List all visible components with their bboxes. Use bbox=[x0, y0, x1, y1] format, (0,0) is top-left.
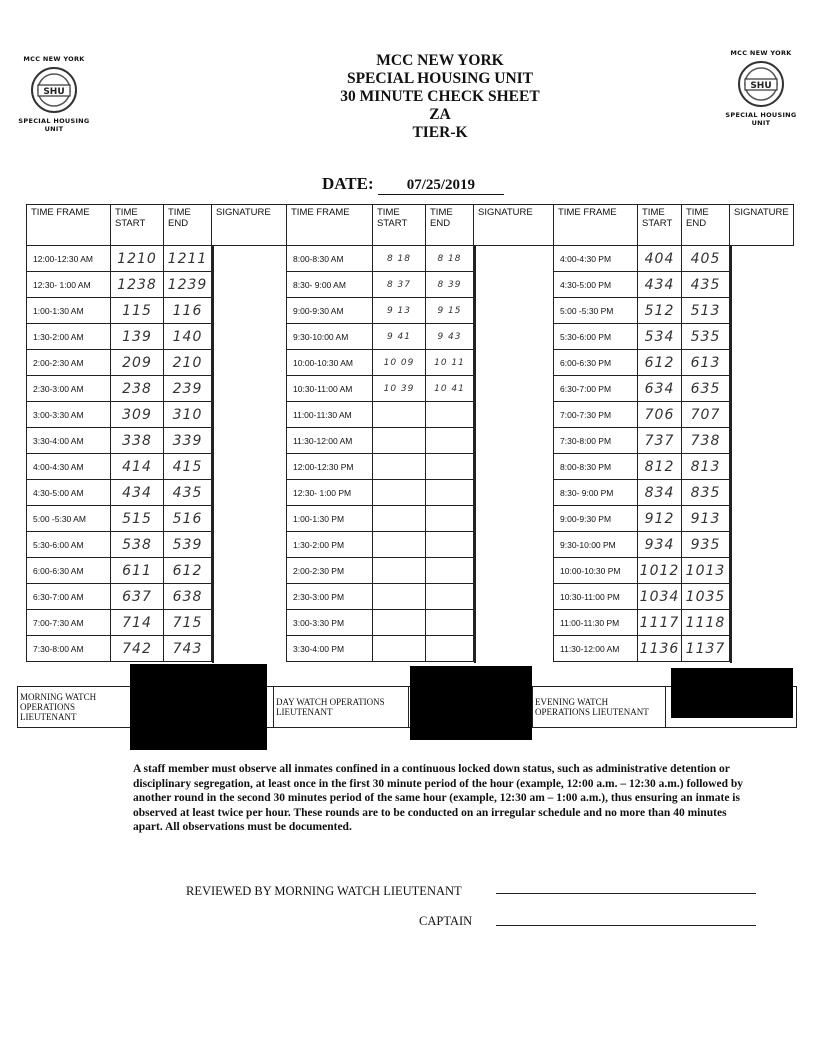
logo-right-seal-text: SHU bbox=[750, 81, 772, 91]
time-start-cell bbox=[373, 480, 426, 506]
signature-cell bbox=[474, 558, 476, 585]
col-signature: SIGNATURE bbox=[730, 205, 794, 246]
time-start-cell: 706 bbox=[638, 402, 682, 428]
signature-cell bbox=[730, 454, 732, 481]
table-row bbox=[27, 402, 794, 428]
time-frame-cell: 2:00-2:30 PM bbox=[287, 558, 373, 584]
time-start-cell bbox=[373, 584, 426, 610]
time-start-cell: 611 bbox=[111, 558, 164, 584]
time-frame-cell: 1:00-1:30 PM bbox=[287, 506, 373, 532]
time-frame-cell: 3:00-3:30 PM bbox=[287, 610, 373, 636]
time-end-cell: 638 bbox=[164, 584, 212, 610]
logo-left bbox=[14, 55, 94, 133]
signature-cell bbox=[212, 272, 214, 299]
col-time-end: TIME END bbox=[682, 205, 730, 246]
instructions-paragraph: A staff member must observe all inmates confined in a continuous locked down status, such as administrative detention or disciplinary segregation, at least once in the first 30 minute period of the hour (example, 12:00 a.m. – 12:30 a.m.) followed by another round in the second 30 minutes period of the same hour (example, 12:30 am – 1:00 a.m.), thus ensuring an inmate is observed at least twice per hour. These rounds are to be conducted on an irregular schedule and no more than 40 minutes apart. All observations must be documented. bbox=[133, 763, 743, 833]
time-frame-cell: 11:00-11:30 PM bbox=[554, 610, 638, 636]
time-frame-cell: 12:00-12:30 PM bbox=[287, 454, 373, 480]
time-end-cell: 707 bbox=[682, 402, 730, 428]
signature-cell bbox=[212, 376, 214, 403]
time-end-cell: 435 bbox=[164, 480, 212, 506]
time-end-cell bbox=[426, 402, 474, 428]
signature-cell bbox=[212, 454, 214, 481]
time-start-cell: 934 bbox=[638, 532, 682, 558]
redacted-block-evening bbox=[671, 668, 793, 718]
col-time-frame: TIME FRAME bbox=[287, 205, 373, 246]
time-frame-cell: 9:00-9:30 AM bbox=[287, 298, 373, 324]
col-time-start: TIME START bbox=[111, 205, 164, 246]
signature-cell bbox=[730, 636, 732, 663]
time-start-cell: 1117 bbox=[638, 610, 682, 636]
time-end-cell: 539 bbox=[164, 532, 212, 558]
time-frame-cell: 6:30-7:00 PM bbox=[554, 376, 638, 402]
time-end-cell bbox=[426, 480, 474, 506]
shu-seal-icon bbox=[29, 65, 79, 115]
signature-cell bbox=[730, 298, 732, 325]
time-end-cell: 415 bbox=[164, 454, 212, 480]
time-start-cell: 1034 bbox=[638, 584, 682, 610]
time-frame-cell: 6:00-6:30 PM bbox=[554, 350, 638, 376]
time-frame-cell: 5:00 -5:30 AM bbox=[27, 506, 111, 532]
table-row bbox=[27, 454, 794, 480]
header-line-5: TIER-K bbox=[412, 124, 468, 141]
time-start-cell: 1210 bbox=[111, 246, 164, 272]
time-start-cell: 534 bbox=[638, 324, 682, 350]
time-end-cell: 935 bbox=[682, 532, 730, 558]
signature-cell bbox=[730, 506, 732, 533]
time-frame-cell: 7:30-8:00 AM bbox=[27, 636, 111, 662]
signature-cell bbox=[474, 350, 476, 377]
col-time-start: TIME START bbox=[638, 205, 682, 246]
time-frame-cell: 3:30-4:00 PM bbox=[287, 636, 373, 662]
time-start-cell: 634 bbox=[638, 376, 682, 402]
table-header-row bbox=[27, 205, 794, 246]
time-frame-cell: 5:30-6:00 AM bbox=[27, 532, 111, 558]
signature-cell bbox=[474, 298, 476, 325]
time-end-cell: 310 bbox=[164, 402, 212, 428]
time-start-cell: 238 bbox=[111, 376, 164, 402]
time-start-cell bbox=[373, 402, 426, 428]
signature-cell bbox=[212, 636, 214, 663]
time-frame-cell: 10:00-10:30 PM bbox=[554, 558, 638, 584]
time-start-cell: 834 bbox=[638, 480, 682, 506]
time-frame-cell: 8:00-8:30 AM bbox=[287, 246, 373, 272]
time-start-cell: 9 41 bbox=[373, 324, 426, 350]
time-frame-cell: 11:00-11:30 AM bbox=[287, 402, 373, 428]
time-start-cell: 209 bbox=[111, 350, 164, 376]
time-end-cell: 913 bbox=[682, 506, 730, 532]
time-end-cell: 715 bbox=[164, 610, 212, 636]
time-frame-cell: 11:30-12:00 AM bbox=[554, 636, 638, 662]
signature-cell bbox=[730, 402, 732, 429]
time-frame-cell: 12:30- 1:00 AM bbox=[27, 272, 111, 298]
evening-watch-label: EVENING WATCH OPERATIONS LIEUTENANT bbox=[533, 687, 666, 728]
signature-cell bbox=[730, 480, 732, 507]
time-end-cell: 635 bbox=[682, 376, 730, 402]
signature-cell bbox=[730, 246, 732, 273]
signature-cell bbox=[730, 558, 732, 585]
time-frame-cell: 10:00-10:30 AM bbox=[287, 350, 373, 376]
time-start-cell bbox=[373, 454, 426, 480]
time-end-cell bbox=[426, 532, 474, 558]
signature-cell bbox=[474, 636, 476, 663]
header-line-4: ZA bbox=[429, 106, 451, 123]
time-end-cell: 835 bbox=[682, 480, 730, 506]
time-frame-cell: 7:00-7:30 PM bbox=[554, 402, 638, 428]
time-start-cell bbox=[373, 428, 426, 454]
time-frame-cell: 6:30-7:00 AM bbox=[27, 584, 111, 610]
time-end-cell: 10 11 bbox=[426, 350, 474, 376]
captain-signature-line bbox=[496, 925, 756, 926]
signature-cell bbox=[212, 506, 214, 533]
signature-cell bbox=[730, 350, 732, 377]
time-frame-cell: 3:00-3:30 AM bbox=[27, 402, 111, 428]
check-table bbox=[26, 204, 794, 662]
page-title bbox=[250, 52, 630, 142]
time-start-cell: 404 bbox=[638, 246, 682, 272]
time-frame-cell: 4:30-5:00 AM bbox=[27, 480, 111, 506]
signature-cell bbox=[474, 584, 476, 611]
col-time-end: TIME END bbox=[164, 205, 212, 246]
time-frame-cell: 1:30-2:00 PM bbox=[287, 532, 373, 558]
time-end-cell: 1013 bbox=[682, 558, 730, 584]
time-start-cell: 10 09 bbox=[373, 350, 426, 376]
time-end-cell bbox=[426, 454, 474, 480]
date-field bbox=[322, 174, 504, 195]
time-frame-cell: 9:30-10:00 AM bbox=[287, 324, 373, 350]
time-frame-cell: 1:00-1:30 AM bbox=[27, 298, 111, 324]
signature-cell bbox=[474, 376, 476, 403]
time-end-cell: 405 bbox=[682, 246, 730, 272]
signature-cell bbox=[212, 532, 214, 559]
time-end-cell bbox=[426, 584, 474, 610]
col-time-start: TIME START bbox=[373, 205, 426, 246]
date-label: DATE: bbox=[322, 174, 374, 193]
signature-cell bbox=[212, 324, 214, 351]
date-value: 07/25/2019 bbox=[378, 177, 504, 195]
signature-cell bbox=[730, 532, 732, 559]
time-frame-cell: 6:00-6:30 AM bbox=[27, 558, 111, 584]
table-row bbox=[27, 246, 794, 272]
table-row bbox=[27, 272, 794, 298]
signature-cell bbox=[212, 402, 214, 429]
time-frame-cell: 9:00-9:30 PM bbox=[554, 506, 638, 532]
reviewed-by-label: REVIEWED BY MORNING WATCH LIEUTENANT bbox=[186, 884, 462, 898]
time-start-cell: 8 18 bbox=[373, 246, 426, 272]
table-row bbox=[27, 376, 794, 402]
signature-cell bbox=[474, 480, 476, 507]
col-signature: SIGNATURE bbox=[474, 205, 554, 246]
time-start-cell: 515 bbox=[111, 506, 164, 532]
time-end-cell bbox=[426, 558, 474, 584]
time-start-cell: 139 bbox=[111, 324, 164, 350]
time-start-cell: 538 bbox=[111, 532, 164, 558]
logo-right-bottom-text: SPECIAL HOUSING UNIT bbox=[725, 111, 797, 127]
time-end-cell: 8 18 bbox=[426, 246, 474, 272]
time-end-cell bbox=[426, 506, 474, 532]
time-start-cell: 612 bbox=[638, 350, 682, 376]
time-frame-cell: 2:30-3:00 PM bbox=[287, 584, 373, 610]
time-start-cell: 338 bbox=[111, 428, 164, 454]
signature-cell bbox=[212, 246, 214, 273]
time-end-cell: 1211 bbox=[164, 246, 212, 272]
signature-cell bbox=[730, 610, 732, 637]
signature-cell bbox=[474, 454, 476, 481]
time-end-cell: 516 bbox=[164, 506, 212, 532]
time-start-cell: 8 37 bbox=[373, 272, 426, 298]
table-row bbox=[27, 506, 794, 532]
time-end-cell bbox=[426, 428, 474, 454]
signature-cell bbox=[212, 610, 214, 637]
logo-left-seal-text: SHU bbox=[43, 87, 65, 97]
signature-cell bbox=[474, 428, 476, 455]
time-end-cell: 613 bbox=[682, 350, 730, 376]
logo-right-top-text: MCC NEW YORK bbox=[730, 49, 792, 57]
time-start-cell: 637 bbox=[111, 584, 164, 610]
time-start-cell: 512 bbox=[638, 298, 682, 324]
time-end-cell: 813 bbox=[682, 454, 730, 480]
signature-cell bbox=[474, 506, 476, 533]
redacted-block-morning bbox=[130, 664, 267, 750]
morning-watch-label: MORNING WATCH OPERATIONS LIEUTENANT bbox=[18, 687, 131, 728]
table-row bbox=[27, 584, 794, 610]
captain-label: CAPTAIN bbox=[419, 914, 473, 928]
signature-cell bbox=[212, 558, 214, 585]
time-frame-cell: 12:30- 1:00 PM bbox=[287, 480, 373, 506]
time-start-cell bbox=[373, 610, 426, 636]
signature-cell bbox=[212, 584, 214, 611]
time-frame-cell: 5:00 -5:30 PM bbox=[554, 298, 638, 324]
time-start-cell: 115 bbox=[111, 298, 164, 324]
table-row bbox=[27, 480, 794, 506]
time-frame-cell: 8:00-8:30 PM bbox=[554, 454, 638, 480]
time-frame-cell: 5:30-6:00 PM bbox=[554, 324, 638, 350]
time-frame-cell: 2:00-2:30 AM bbox=[27, 350, 111, 376]
signature-cell bbox=[212, 350, 214, 377]
time-start-cell: 742 bbox=[111, 636, 164, 662]
time-start-cell: 434 bbox=[111, 480, 164, 506]
redacted-block-day bbox=[410, 666, 532, 740]
time-frame-cell: 10:30-11:00 PM bbox=[554, 584, 638, 610]
time-start-cell: 812 bbox=[638, 454, 682, 480]
col-time-end: TIME END bbox=[426, 205, 474, 246]
time-frame-cell: 4:00-4:30 PM bbox=[554, 246, 638, 272]
time-start-cell bbox=[373, 558, 426, 584]
time-start-cell: 10 39 bbox=[373, 376, 426, 402]
time-end-cell: 8 39 bbox=[426, 272, 474, 298]
header-line-2: SPECIAL HOUSING UNIT bbox=[346, 70, 534, 87]
time-end-cell: 1239 bbox=[164, 272, 212, 298]
day-watch-label: DAY WATCH OPERATIONS LIEUTENANT bbox=[274, 687, 409, 728]
time-end-cell bbox=[426, 636, 474, 662]
time-start-cell: 737 bbox=[638, 428, 682, 454]
time-frame-cell: 4:30-5:00 PM bbox=[554, 272, 638, 298]
time-end-cell: 239 bbox=[164, 376, 212, 402]
header-line-1: MCC NEW YORK bbox=[376, 52, 504, 69]
time-end-cell: 9 43 bbox=[426, 324, 474, 350]
col-time-frame: TIME FRAME bbox=[554, 205, 638, 246]
time-end-cell: 738 bbox=[682, 428, 730, 454]
time-end-cell: 1035 bbox=[682, 584, 730, 610]
time-end-cell: 612 bbox=[164, 558, 212, 584]
time-end-cell bbox=[426, 610, 474, 636]
table-row bbox=[27, 350, 794, 376]
time-end-cell: 339 bbox=[164, 428, 212, 454]
col-signature: SIGNATURE bbox=[212, 205, 287, 246]
signature-cell bbox=[212, 480, 214, 507]
time-frame-cell: 2:30-3:00 AM bbox=[27, 376, 111, 402]
time-frame-cell: 12:00-12:30 AM bbox=[27, 246, 111, 272]
time-frame-cell: 10:30-11:00 AM bbox=[287, 376, 373, 402]
time-start-cell: 9 13 bbox=[373, 298, 426, 324]
logo-left-bottom-text: SPECIAL HOUSING UNIT bbox=[18, 117, 90, 133]
time-frame-cell: 8:30- 9:00 AM bbox=[287, 272, 373, 298]
signature-cell bbox=[730, 272, 732, 299]
table-row bbox=[27, 532, 794, 558]
logo-right bbox=[718, 49, 804, 127]
time-end-cell: 9 15 bbox=[426, 298, 474, 324]
time-start-cell bbox=[373, 532, 426, 558]
time-frame-cell: 9:30-10:00 PM bbox=[554, 532, 638, 558]
time-frame-cell: 1:30-2:00 AM bbox=[27, 324, 111, 350]
signature-cell bbox=[474, 246, 476, 273]
time-end-cell: 116 bbox=[164, 298, 212, 324]
time-start-cell: 714 bbox=[111, 610, 164, 636]
header-line-3: 30 MINUTE CHECK SHEET bbox=[340, 88, 540, 105]
time-start-cell bbox=[373, 506, 426, 532]
col-time-frame: TIME FRAME bbox=[27, 205, 111, 246]
time-end-cell: 10 41 bbox=[426, 376, 474, 402]
time-frame-cell: 7:00-7:30 AM bbox=[27, 610, 111, 636]
time-end-cell: 1137 bbox=[682, 636, 730, 662]
signature-cell bbox=[212, 298, 214, 325]
time-start-cell: 1012 bbox=[638, 558, 682, 584]
time-end-cell: 210 bbox=[164, 350, 212, 376]
time-end-cell: 513 bbox=[682, 298, 730, 324]
time-end-cell: 1118 bbox=[682, 610, 730, 636]
signature-cell bbox=[730, 428, 732, 455]
signature-cell bbox=[730, 584, 732, 611]
reviewed-by-signature-line bbox=[496, 893, 756, 894]
signature-cell bbox=[474, 610, 476, 637]
time-end-cell: 743 bbox=[164, 636, 212, 662]
signature-cell bbox=[474, 272, 476, 299]
time-start-cell: 1136 bbox=[638, 636, 682, 662]
table-row bbox=[27, 428, 794, 454]
table-row bbox=[27, 298, 794, 324]
time-frame-cell: 7:30-8:00 PM bbox=[554, 428, 638, 454]
table-row bbox=[27, 558, 794, 584]
time-end-cell: 435 bbox=[682, 272, 730, 298]
signature-cell bbox=[474, 402, 476, 429]
signature-cell bbox=[730, 324, 732, 351]
time-frame-cell: 8:30- 9:00 PM bbox=[554, 480, 638, 506]
time-start-cell: 912 bbox=[638, 506, 682, 532]
time-start-cell: 1238 bbox=[111, 272, 164, 298]
signature-cell bbox=[474, 324, 476, 351]
signature-cell bbox=[474, 532, 476, 559]
time-end-cell: 140 bbox=[164, 324, 212, 350]
signature-cell bbox=[730, 376, 732, 403]
logo-left-top-text: MCC NEW YORK bbox=[23, 55, 85, 63]
shu-seal-icon bbox=[736, 59, 786, 109]
table-row bbox=[27, 636, 794, 662]
time-start-cell: 434 bbox=[638, 272, 682, 298]
time-frame-cell: 4:00-4:30 AM bbox=[27, 454, 111, 480]
table-row bbox=[27, 610, 794, 636]
table-row bbox=[27, 324, 794, 350]
time-frame-cell: 3:30-4:00 AM bbox=[27, 428, 111, 454]
signature-cell bbox=[212, 428, 214, 455]
time-start-cell: 414 bbox=[111, 454, 164, 480]
time-start-cell bbox=[373, 636, 426, 662]
time-frame-cell: 11:30-12:00 AM bbox=[287, 428, 373, 454]
time-start-cell: 309 bbox=[111, 402, 164, 428]
time-end-cell: 535 bbox=[682, 324, 730, 350]
